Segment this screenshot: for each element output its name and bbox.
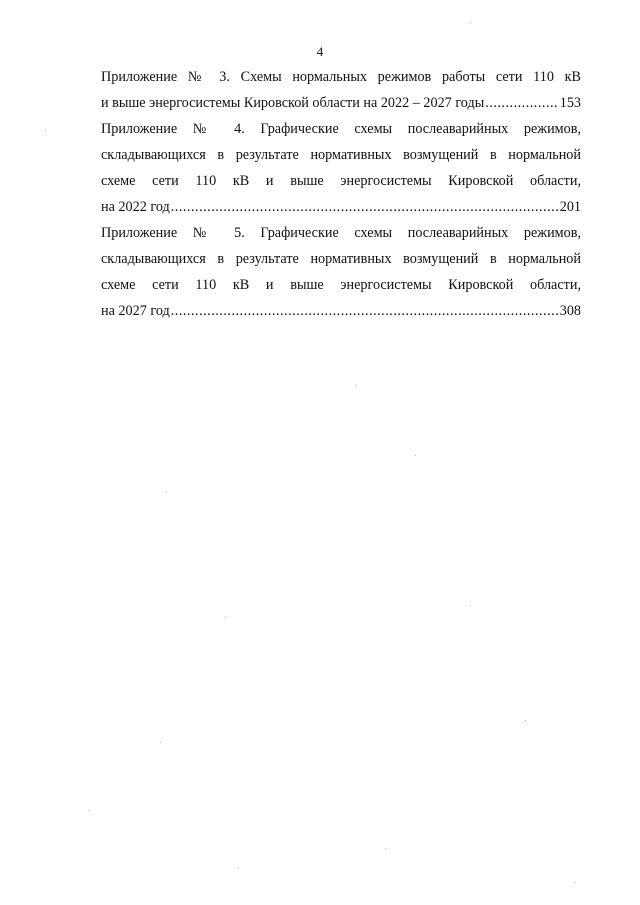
- scan-speck: [356, 385, 357, 386]
- toc-page-reference: 153: [559, 95, 581, 111]
- toc-entry-text-line: Приложение № 3. Схемы нормальных режимов работы сети 110 кВ: [101, 69, 581, 85]
- table-of-contents: [101, 64, 581, 324]
- toc-page-reference: 308: [559, 303, 581, 319]
- scan-speck: [238, 868, 239, 869]
- toc-entry-appendix-3: [101, 64, 581, 116]
- toc-entry-text-line: Приложение № 4. Графические схемы послеаварийных режимов,: [101, 121, 581, 137]
- toc-entry-text-line: схеме сети 110 кВ и выше энергосистемы Кировской области,: [101, 173, 581, 189]
- toc-entry-text-line: и выше энергосистемы Кировской области на 2022 – 2027 годы: [101, 95, 485, 111]
- toc-entry-last-line: [101, 90, 581, 116]
- toc-entry-text-line: Приложение № 5. Графические схемы послеаварийных режимов,: [101, 225, 581, 241]
- toc-page-reference: 201: [559, 199, 581, 215]
- scan-speck: [160, 742, 161, 743]
- scan-speck: [225, 617, 226, 618]
- page-number: 4: [316, 44, 324, 59]
- toc-entry-last-line: [101, 298, 581, 324]
- toc-entry-text-line: на 2022 год: [101, 199, 170, 215]
- dot-leader: [485, 90, 558, 116]
- scan-speck: [385, 848, 386, 849]
- dot-leader: [171, 298, 559, 324]
- toc-entry-text-line: складывающихся в результате нормативных возмущений в нормальной: [101, 147, 581, 163]
- scan-speck: [470, 605, 471, 606]
- scan-speck: [575, 882, 576, 883]
- scan-speck: [166, 492, 167, 493]
- toc-entry-text-line: схеме сети 110 кВ и выше энергосистемы Кировской области,: [101, 277, 581, 293]
- toc-entry-text-line: складывающихся в результате нормативных возмущений в нормальной: [101, 251, 581, 267]
- toc-entry-appendix-5: [101, 220, 581, 324]
- toc-entry-last-line: [101, 194, 581, 220]
- dot-leader: [171, 194, 559, 220]
- toc-entry-appendix-4: [101, 116, 581, 220]
- scan-speck: [88, 810, 89, 811]
- scan-speck: [45, 130, 46, 131]
- scan-speck: [470, 22, 471, 23]
- scan-speck: [525, 720, 526, 721]
- toc-entry-text-line: на 2027 год: [101, 303, 170, 319]
- scan-speck: [415, 455, 416, 456]
